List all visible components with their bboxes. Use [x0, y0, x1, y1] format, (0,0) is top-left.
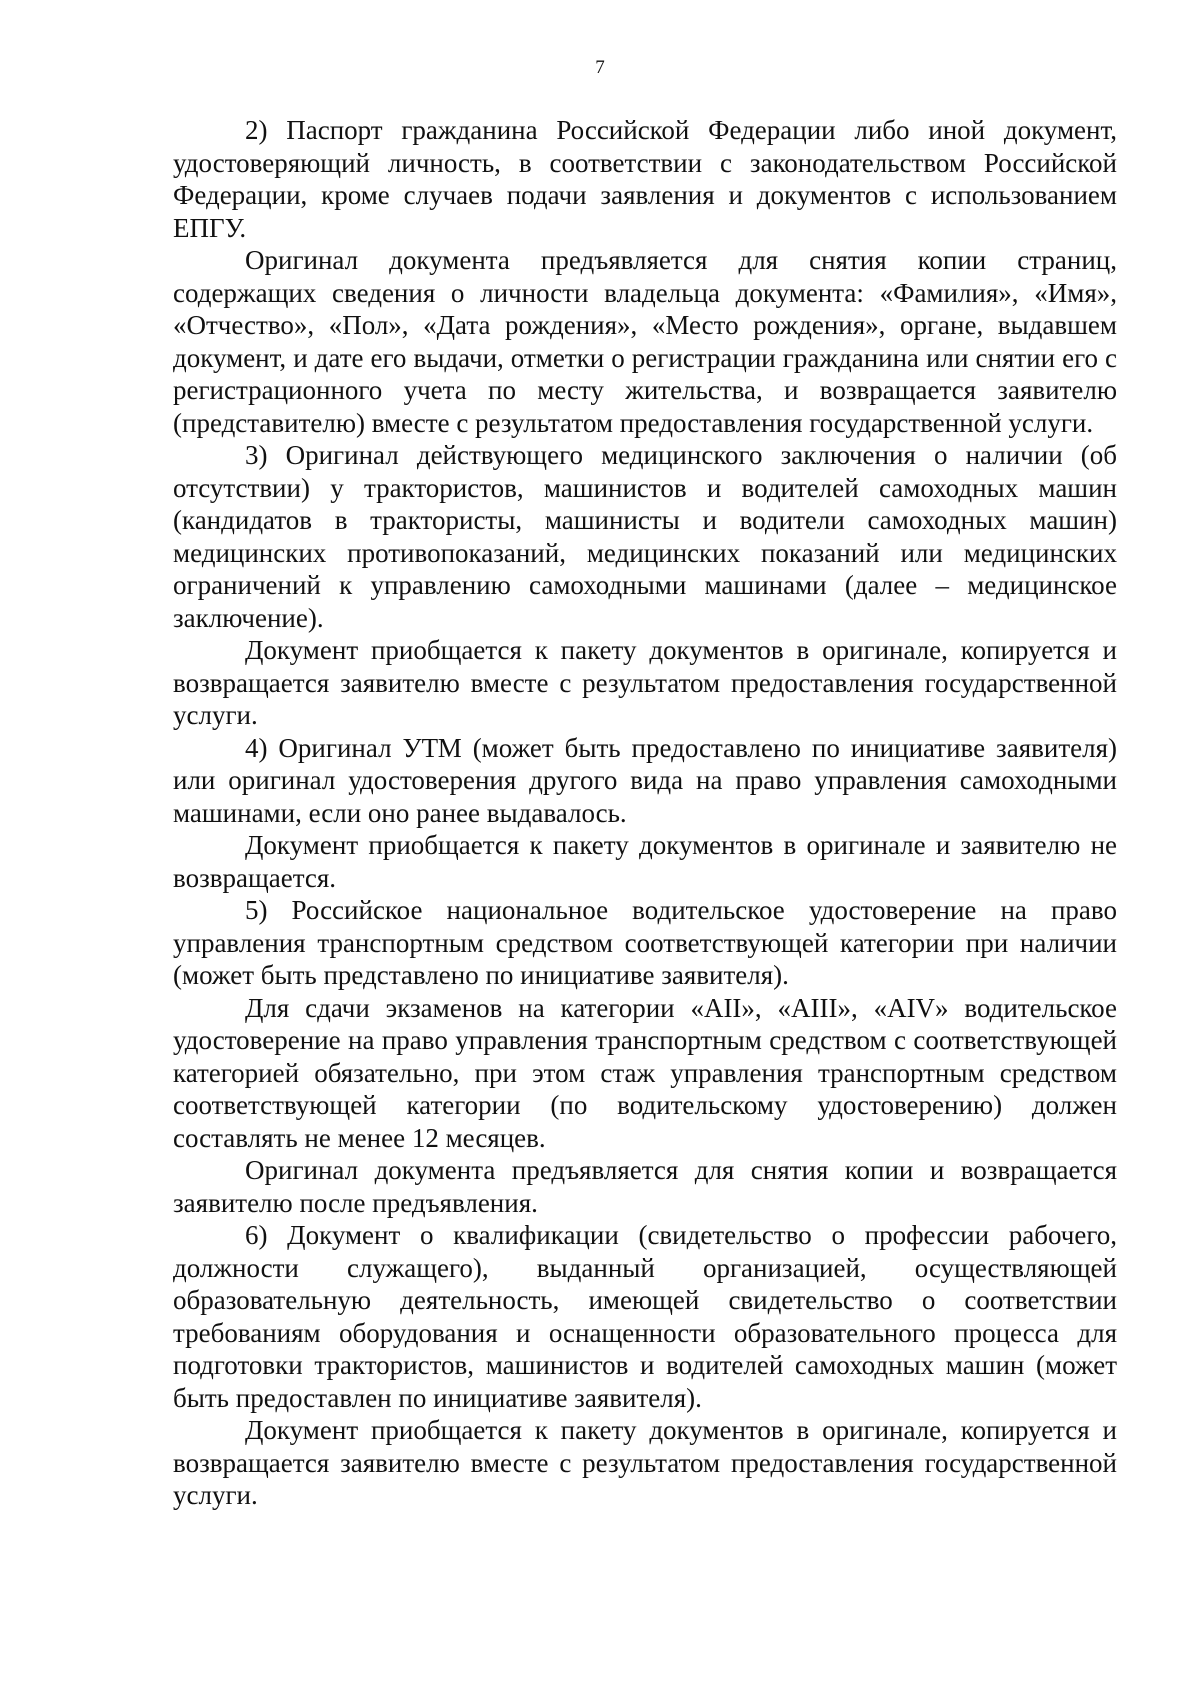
paragraph-passport: 2) Паспорт гражданина Российской Федерации либо иной документ, удостоверяющий личность, в соответствии с законодательством Российской Федерации, кроме случаев подачи заявления и документов с использованием ЕПГУ. [173, 115, 1117, 243]
paragraph-utm: 4) Оригинал УТМ (может быть предоставлено по инициативе заявителя) или оригинал удостоверения другого вида на право управления самоходными машинами, если оно ранее выдавалось. [173, 732, 1117, 828]
document-body [173, 114, 1117, 1512]
paragraph-qualification-handling: Документ приобщается к пакету документов в оригинале, копируется и возвращается заявителю вместе с результатом предоставления государственной услуги. [173, 1415, 1117, 1510]
paragraph-medical-certificate: 3) Оригинал действующего медицинского заключения о наличии (об отсутствии) у трактористов, машинистов и водителей самоходных машин (кандидатов в трактористы, машинисты и водители самоходных машин) медицинских противопоказаний, медицинских показаний или медицинских ограничений к управлению самоходными машинами (далее – медицинское заключение). [173, 440, 1117, 633]
paragraph-qualification-document: 6) Документ о квалификации (свидетельство о профессии рабочего, должности служащего), выданный организацией, осуществляющей образовательную деятельность, имеющей свидетельство о соответствии требованиям оборудования и оснащенности образовательного процесса для подготовки трактористов, машинистов и водителей самоходных машин (может быть предоставлен по инициативе заявителя). [173, 1220, 1117, 1413]
paragraph-utm-handling: Документ приобщается к пакету документов в оригинале и заявителю не возвращается. [173, 830, 1117, 893]
paragraph-medical-certificate-handling: Документ приобщается к пакету документов в оригинале, копируется и возвращается заявителю вместе с результатом предоставления государственной услуги. [173, 635, 1117, 730]
paragraph-driver-license: 5) Российское национальное водительское удостоверение на право управления транспортным средством соответствующей категории при наличии (может быть представлено по инициативе заявителя). [173, 895, 1117, 990]
page-number: 7 [595, 57, 605, 78]
paragraph-exam-categories: Для сдачи экзаменов на категории «AII», «AIII», «AIV» водительское удостоверение на право управления транспортным средством с соответствующей категорией обязательно, при этом стаж управления транспортным средством соответствующей категории (по водительскому удостоверению) должен составлять не менее 12 месяцев. [173, 992, 1117, 1153]
paragraph-passport-original: Оригинал документа предъявляется для снятия копии страниц, содержащих сведения о личности владельца документа: «Фамилия», «Имя», «Отчество», «Пол», «Дата рождения», «Место рождения», органе, выдавшем документ, и дате его выдачи, отметки о регистрации гражданина или снятии его с регистрационного учета по месту жительства, и возвращается заявителю (представителю) вместе с результатом предоставления государственной услуги. [173, 245, 1117, 438]
paragraph-driver-license-handling: Оригинал документа предъявляется для снятия копии и возвращается заявителю после предъявления. [173, 1155, 1117, 1218]
